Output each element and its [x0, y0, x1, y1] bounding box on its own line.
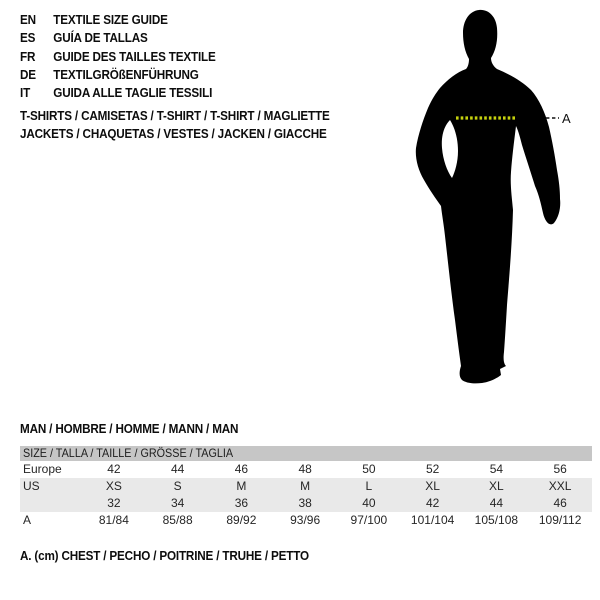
size-table — [20, 446, 592, 529]
size-cell: 89/92 — [226, 513, 257, 527]
language-label: TEXTILGRÖßENFÜHRUNG — [53, 66, 199, 82]
size-cell: 46 — [234, 462, 249, 476]
language-row — [20, 66, 237, 84]
size-cell: XL — [425, 479, 440, 493]
language-label: GUÍA DE TALLAS — [53, 30, 148, 46]
man-figure — [400, 0, 575, 400]
size-cell: XXL — [548, 479, 572, 493]
language-list — [20, 11, 237, 102]
man-silhouette — [416, 10, 560, 383]
language-label: TEXTILE SIZE GUIDE — [53, 12, 168, 27]
language-label: GUIDA ALLE TAGLIE TESSILI — [53, 85, 213, 101]
size-cell: 44 — [489, 496, 504, 510]
size-cell: 32 — [107, 496, 121, 510]
row-label — [20, 495, 82, 512]
row-label: A — [23, 513, 32, 527]
size-cell: XL — [489, 479, 504, 493]
size-table-row-uk — [20, 495, 592, 512]
size-cell: 56 — [553, 462, 567, 476]
language-code: IT — [20, 85, 31, 101]
language-row — [20, 11, 237, 29]
size-table-row-a — [20, 512, 592, 529]
language-code: ES — [20, 30, 36, 46]
size-cell: L — [365, 479, 373, 493]
language-code: EN — [20, 12, 36, 27]
size-cell: 42 — [425, 496, 440, 510]
size-cell: 109/112 — [538, 513, 582, 527]
size-cell: 105/108 — [474, 513, 519, 527]
size-cell: 48 — [298, 462, 312, 476]
size-cell: XS — [105, 479, 122, 493]
category-lines — [20, 107, 364, 142]
size-table-row-europe — [20, 461, 592, 478]
language-label: GUIDE DES TAILLES TEXTILE — [53, 48, 216, 64]
language-row — [20, 29, 237, 47]
size-cell: 34 — [170, 496, 185, 510]
size-table-row-us — [20, 478, 592, 495]
size-cell: 101/104 — [410, 513, 455, 527]
size-cell: S — [173, 479, 182, 493]
size-cell: 42 — [107, 462, 121, 476]
section-title-man: MAN / HOMBRE / HOMME / MANN / MAN — [20, 421, 239, 436]
size-cell: 36 — [234, 496, 249, 510]
size-cell: 81/84 — [98, 513, 129, 527]
category-tshirts-line: T-SHIRTS / CAMISETAS / T-SHIRT / T-SHIRT / MAGLIETTE — [20, 108, 330, 123]
language-code: FR — [20, 48, 36, 64]
footnote-chest: A. (cm) CHEST / PECHO / POITRINE / TRUHE / PETTO — [20, 548, 309, 563]
category-jackets-line: JACKETS / CHAQUETAS / VESTES / JACKEN / GIACCHE — [20, 125, 327, 141]
size-cell: 50 — [362, 462, 376, 476]
size-cell: 40 — [362, 496, 376, 510]
language-code: DE — [20, 66, 36, 82]
measure-label-a: A — [562, 111, 571, 126]
size-table-header: SIZE / TALLA / TAILLE / GRÖSSE / TAGLIA — [20, 446, 592, 461]
size-cell: 85/88 — [162, 513, 193, 527]
language-row — [20, 84, 237, 102]
language-row — [20, 48, 237, 66]
size-cell: M — [300, 479, 311, 493]
size-cell: 46 — [553, 496, 567, 510]
size-cell: 54 — [489, 462, 504, 476]
size-cell: 44 — [170, 462, 185, 476]
row-label: US — [23, 479, 40, 493]
size-cell: 38 — [298, 496, 312, 510]
size-cell: 52 — [425, 462, 440, 476]
size-cell: M — [236, 479, 247, 493]
size-cell: 97/100 — [350, 513, 388, 527]
size-cell: 93/96 — [290, 513, 321, 527]
row-label: Europe — [23, 462, 62, 476]
